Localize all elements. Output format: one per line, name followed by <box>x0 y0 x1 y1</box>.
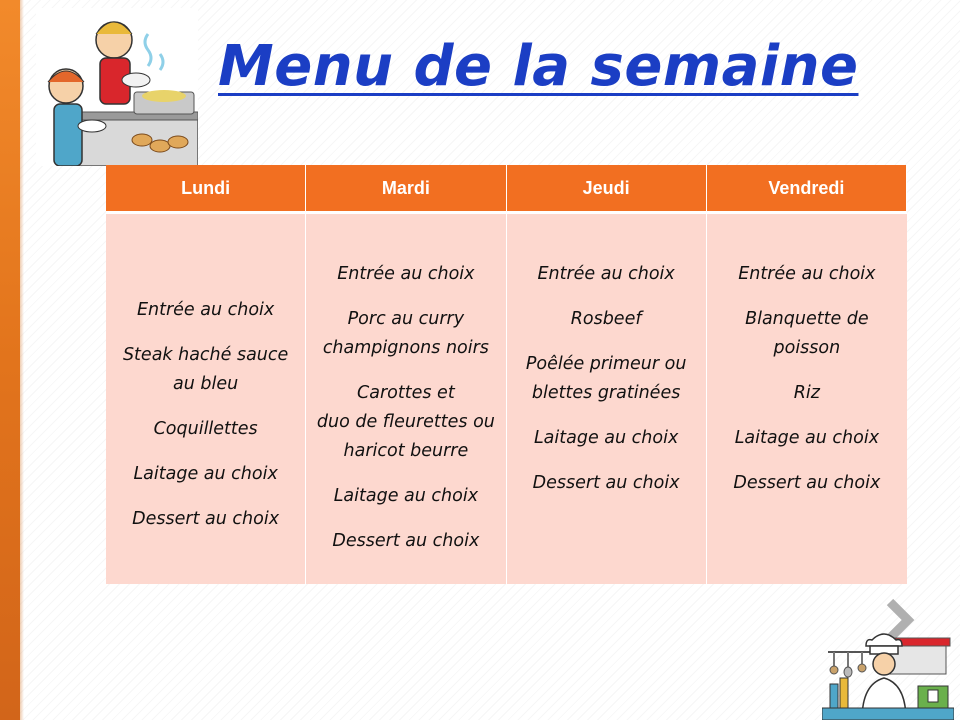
dish-item: Laitage au choix <box>533 428 679 448</box>
dish-item: Entrée au choix <box>738 264 876 284</box>
children-serving-food-icon <box>36 8 198 166</box>
left-accent-bar <box>0 0 20 720</box>
dish-item: Laitage au choix <box>133 464 278 484</box>
chef-kitchen-icon <box>822 628 954 720</box>
column-header-lundi: Lundi <box>106 165 306 214</box>
column-header-jeudi: Jeudi <box>507 165 707 214</box>
dish-item: Entrée au choix <box>537 264 675 284</box>
menu-cell-lundi <box>106 214 306 584</box>
dish-item: Entrée au choix <box>136 300 275 320</box>
dish-item: Steak haché sauce au bleu <box>122 345 289 394</box>
dish-item: Porc au curry champignons noirs <box>322 309 489 358</box>
dish-item: Carottes et duo de fleurettes ou haricot beurre <box>316 383 495 461</box>
column-header-mardi: Mardi <box>306 165 506 214</box>
dish-item: Entrée au choix <box>337 264 475 284</box>
weekly-menu-table <box>106 165 907 584</box>
dish-item: Poêlée primeur ou blettes gratinées <box>525 354 687 403</box>
dish-item: Dessert au choix <box>733 473 881 493</box>
page-title: Menu de la semaine <box>218 34 859 99</box>
dish-item: Dessert au choix <box>132 509 280 529</box>
menu-cell-mardi <box>306 214 506 584</box>
dish-item: Dessert au choix <box>532 473 680 493</box>
dish-item: Blanquette de poisson <box>745 309 869 358</box>
menu-cell-jeudi <box>507 214 707 584</box>
dish-item: Laitage au choix <box>734 428 880 448</box>
menu-cell-vendredi <box>707 214 907 584</box>
dish-item: Coquillettes <box>153 419 258 439</box>
dish-item: Riz <box>793 383 820 403</box>
column-header-vendredi: Vendredi <box>707 165 907 214</box>
dish-item: Dessert au choix <box>332 531 480 551</box>
dish-item: Rosbeef <box>570 309 642 329</box>
dish-item: Laitage au choix <box>333 486 479 506</box>
